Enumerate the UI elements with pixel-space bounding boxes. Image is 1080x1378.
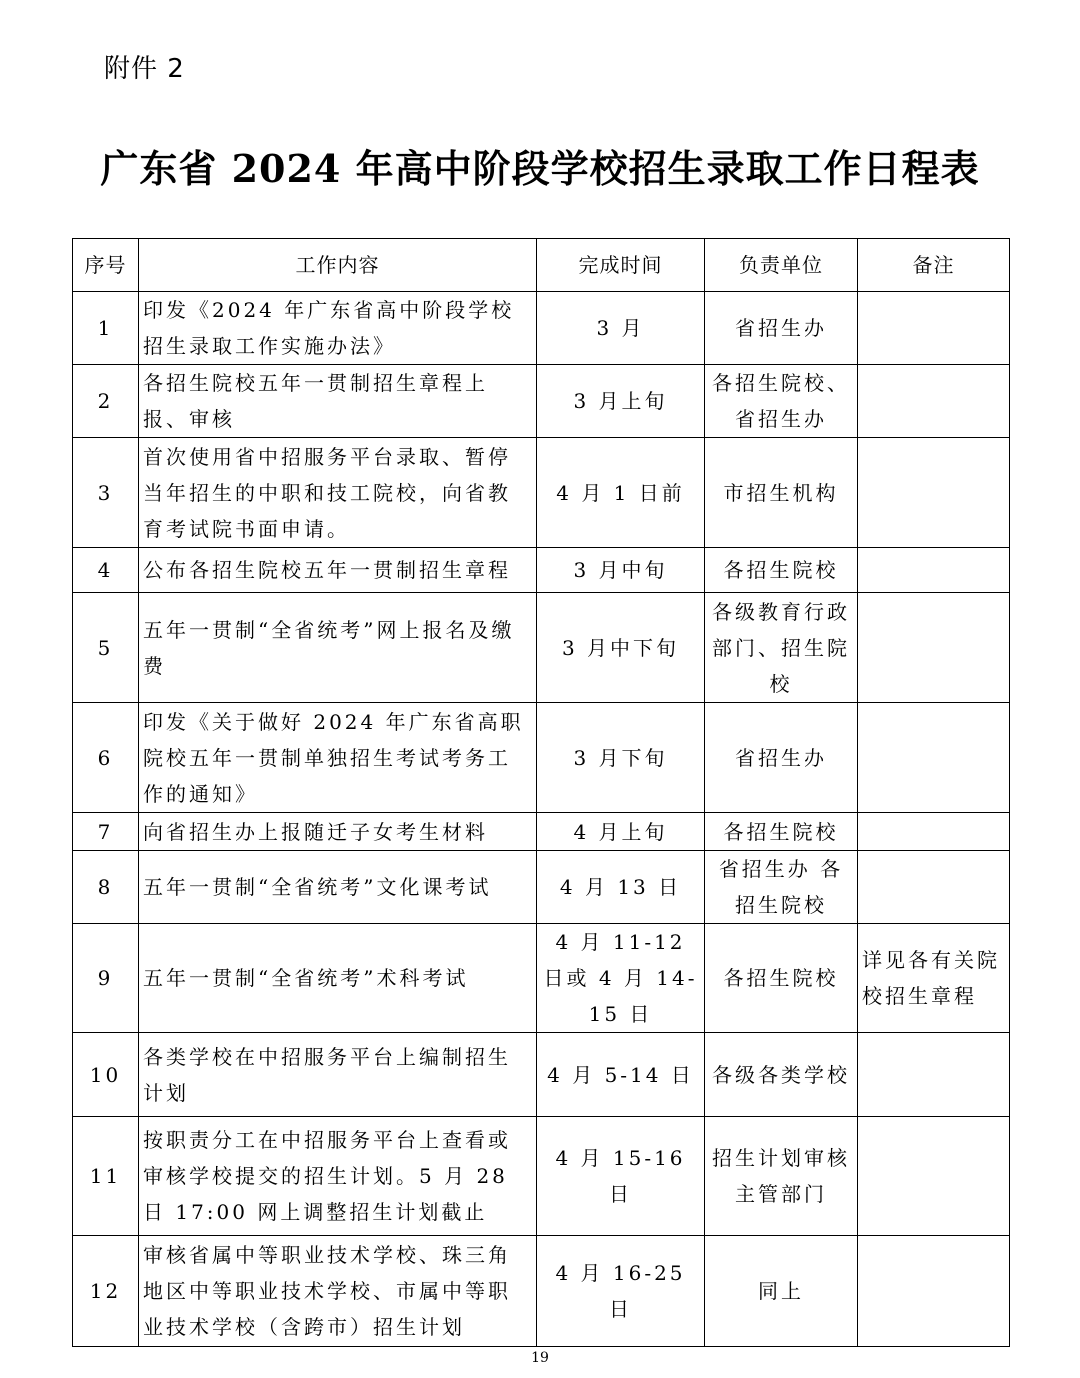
row-time: 4 月 16-25 日 [537,1236,705,1347]
attachment-label: 附件 2 [104,54,185,84]
row-no: 12 [73,1236,139,1347]
table-row [73,813,1010,851]
row-no: 7 [73,813,139,851]
page-number: 19 [531,1350,549,1366]
row-unit: 省招生办 各招生院校 [705,851,858,924]
table-row [73,548,1010,593]
row-content: 各招生院校五年一贯制招生章程上报、审核 [139,365,537,438]
row-time: 3 月 [537,292,705,365]
row-time: 4 月 1 日前 [537,438,705,548]
table-row [73,1236,1010,1347]
row-content: 按职责分工在中招服务平台上查看或审核学校提交的招生计划。5 月 28 日 17:00 网上调整招生计划截止 [139,1117,537,1236]
row-time: 4 月上旬 [537,813,705,851]
row-no: 2 [73,365,139,438]
row-content: 审核省属中等职业技术学校、珠三角地区中等职业技术学校、市属中等职业技术学校（含跨市）招生计划 [139,1236,537,1347]
row-note [858,365,1010,438]
row-note [858,292,1010,365]
header-note: 备注 [858,239,1010,292]
row-unit: 各招生院校 [705,924,858,1033]
row-no: 5 [73,593,139,703]
row-no: 3 [73,438,139,548]
table-row [73,851,1010,924]
row-unit: 各级教育行政部门、招生院校 [705,593,858,703]
row-content: 五年一贯制“全省统考”文化课考试 [139,851,537,924]
row-note [858,548,1010,593]
row-no: 10 [73,1033,139,1117]
row-time: 4 月 15-16 日 [537,1117,705,1236]
table-row [73,1033,1010,1117]
table-row [73,593,1010,703]
header-content: 工作内容 [139,239,537,292]
row-no: 6 [73,703,139,813]
row-unit: 招生计划审核主管部门 [705,1117,858,1236]
row-unit: 各招生院校 [705,548,858,593]
row-unit: 各招生院校 [705,813,858,851]
row-note [858,1236,1010,1347]
row-time: 4 月 11-12 日或 4 月 14-15 日 [537,924,705,1033]
row-time: 3 月中旬 [537,548,705,593]
row-note [858,851,1010,924]
row-note: 详见各有关院校招生章程 [858,924,1010,1033]
row-unit: 市招生机构 [705,438,858,548]
row-content: 各类学校在中招服务平台上编制招生计划 [139,1033,537,1117]
row-content: 公布各招生院校五年一贯制招生章程 [139,548,537,593]
table-header-row [73,239,1010,292]
table-row [73,292,1010,365]
row-time: 4 月 13 日 [537,851,705,924]
header-no: 序号 [73,239,139,292]
row-note [858,438,1010,548]
row-content: 首次使用省中招服务平台录取、暂停当年招生的中职和技工院校，向省教育考试院书面申请。 [139,438,537,548]
row-unit: 各招生院校、省招生办 [705,365,858,438]
row-unit: 同上 [705,1236,858,1347]
row-note [858,813,1010,851]
row-no: 4 [73,548,139,593]
row-time: 3 月上旬 [537,365,705,438]
row-unit: 省招生办 [705,703,858,813]
row-time: 4 月 5-14 日 [537,1033,705,1117]
row-content: 印发《关于做好 2024 年广东省高职院校五年一贯制单独招生考试考务工作的通知》 [139,703,537,813]
row-content: 向省招生办上报随迁子女考生材料 [139,813,537,851]
row-time: 3 月下旬 [537,703,705,813]
header-unit: 负责单位 [705,239,858,292]
header-time: 完成时间 [537,239,705,292]
page-title: 广东省 2024 年高中阶段学校招生录取工作日程表 [100,146,980,191]
row-unit: 各级各类学校 [705,1033,858,1117]
row-content: 五年一贯制“全省统考”术科考试 [139,924,537,1033]
row-note [858,1033,1010,1117]
table-row [73,438,1010,548]
table-row [73,703,1010,813]
row-no: 11 [73,1117,139,1236]
row-no: 8 [73,851,139,924]
row-time: 3 月中下旬 [537,593,705,703]
table-row [73,365,1010,438]
table-row [73,924,1010,1033]
row-content: 印发《2024 年广东省高中阶段学校招生录取工作实施办法》 [139,292,537,365]
row-content: 五年一贯制“全省统考”网上报名及缴费 [139,593,537,703]
row-no: 9 [73,924,139,1033]
row-note [858,593,1010,703]
row-unit: 省招生办 [705,292,858,365]
schedule-table [72,238,1010,1347]
row-note [858,703,1010,813]
table-row [73,1117,1010,1236]
row-no: 1 [73,292,139,365]
row-note [858,1117,1010,1236]
